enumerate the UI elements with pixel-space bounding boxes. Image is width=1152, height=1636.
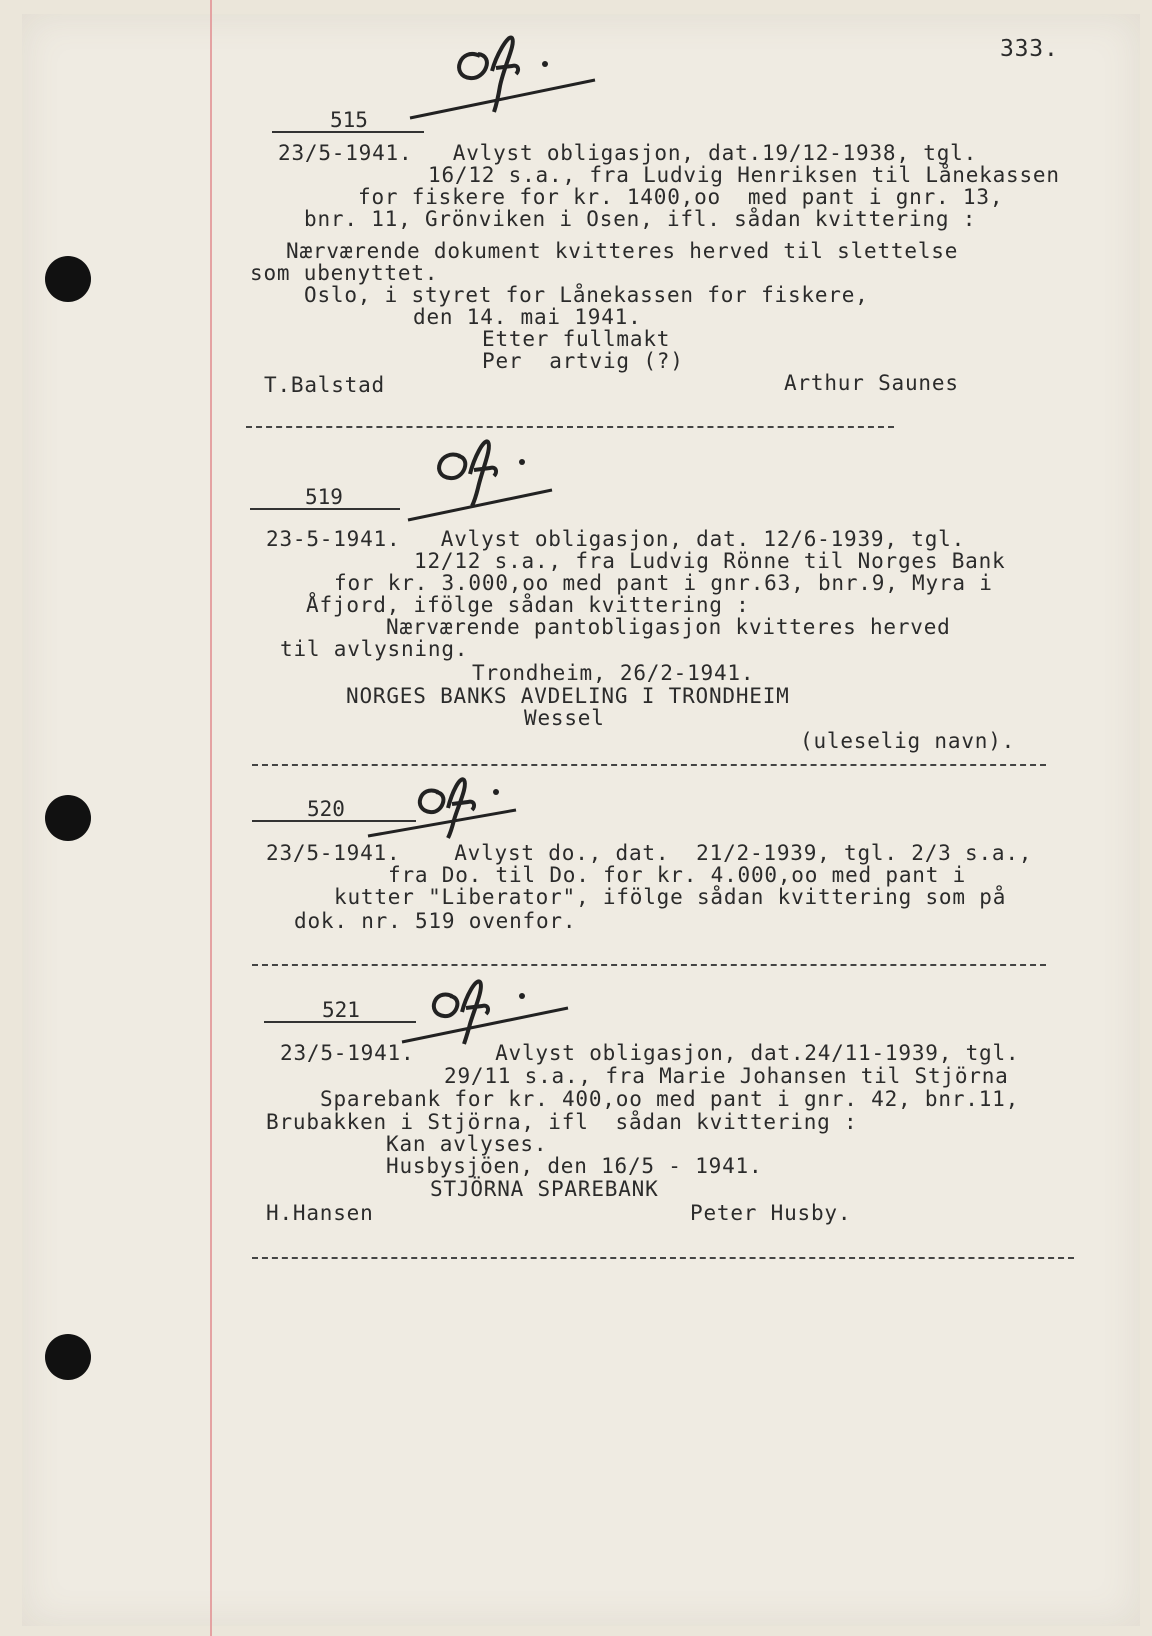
margin-rule xyxy=(210,0,212,1636)
entry-text-line: Oslo, i styret for Lånekassen for fiskere, xyxy=(304,283,869,307)
entry-separator xyxy=(252,1257,1074,1259)
punch-hole xyxy=(45,795,91,841)
entry-text-line: 16/12 s.a., fra Ludvig Henriksen til Lånekassen xyxy=(428,163,1060,187)
entry-text-line: (uleselig navn). xyxy=(800,729,1016,753)
entry-text-line: Per artvig (?) xyxy=(482,349,684,373)
entry-text-line: for kr. 3.000,oo med pant i gnr.63, bnr.9, Myra i xyxy=(334,571,993,595)
entry-text-line: Brubakken i Stjörna, ifl sådan kvittering : xyxy=(266,1110,858,1134)
entry-text-line: som ubenyttet. xyxy=(250,261,439,285)
entry-text-line: 23/5-1941. Avlyst do., dat. 21/2-1939, tgl. 2/3 s.a., xyxy=(266,841,1033,865)
entry-text-line: 23/5-1941. Avlyst obligasjon, dat.24/11-1939, tgl. xyxy=(280,1041,1020,1065)
entry-separator xyxy=(252,764,1046,766)
entry-text-line: Åfjord, ifölge sådan kvittering : xyxy=(306,593,750,617)
entry-separator xyxy=(252,964,1046,966)
signature-right: Peter Husby. xyxy=(690,1201,852,1225)
entry-text-line: 29/11 s.a., fra Marie Johansen til Stjörna xyxy=(444,1064,1009,1088)
punch-hole xyxy=(45,1334,91,1380)
entry-text-line: STJÖRNA SPAREBANK xyxy=(430,1177,659,1201)
handwritten-cfr-mark xyxy=(400,26,600,130)
entry-text-line: Husbysjöen, den 16/5 - 1941. xyxy=(386,1154,763,1178)
entry-text-line: 12/12 s.a., fra Ludvig Rönne til Norges Bank xyxy=(414,549,1006,573)
entry-text-line: Etter fullmakt xyxy=(482,327,671,351)
signature-left: H.Hansen xyxy=(266,1201,374,1225)
entry-text-line: for fiskere for kr. 1400,oo med pant i gnr. 13, xyxy=(358,185,1004,209)
entry-text-line: kutter "Liberator", ifölge sådan kvittering som på xyxy=(334,885,1007,909)
entry-text-line: 23/5-1941. Avlyst obligasjon, dat.19/12-1938, tgl. xyxy=(278,141,978,165)
entry-text-line: fra Do. til Do. for kr. 4.000,oo med pant i xyxy=(388,863,967,887)
entry-number: 520 xyxy=(307,797,345,821)
entry-text-line: NORGES BANKS AVDELING I TRONDHEIM xyxy=(346,684,790,708)
entry-text-line: Nærværende dokument kvitteres herved til slettelse xyxy=(286,239,959,263)
entry-text-line: bnr. 11, Grönviken i Osen, ifl. sådan kvittering : xyxy=(304,207,977,231)
signature-left: T.Balstad xyxy=(264,373,385,397)
entry-text-line: Wessel xyxy=(524,706,605,730)
entry-number-underline xyxy=(252,820,416,822)
entry-text-line: Kan avlyses. xyxy=(386,1132,548,1156)
entry-text-line: Nærværende pantobligasjon kvitteres herved xyxy=(386,615,951,639)
entry-separator xyxy=(246,426,894,428)
entry-number-underline xyxy=(272,131,424,133)
punch-hole xyxy=(45,256,91,302)
entry-text-line: til avlysning. xyxy=(280,637,469,661)
entry-text-line: den 14. mai 1941. xyxy=(413,305,642,329)
entry-number: 521 xyxy=(322,998,360,1022)
entry-text-line: dok. nr. 519 ovenfor. xyxy=(294,909,577,933)
page-number: 333. xyxy=(1000,36,1059,62)
entry-text-line: Sparebank for kr. 400,oo med pant i gnr. 42, bnr.11, xyxy=(320,1087,1020,1111)
entry-text-line: 23-5-1941. Avlyst obligasjon, dat. 12/6-1939, tgl. xyxy=(266,527,966,551)
entry-number-underline xyxy=(264,1021,416,1023)
entry-number-underline xyxy=(250,508,400,510)
entry-text-line: Trondheim, 26/2-1941. xyxy=(472,661,755,685)
signature-right: Arthur Saunes xyxy=(784,371,959,395)
entry-number: 519 xyxy=(305,485,343,509)
handwritten-cfr-mark xyxy=(400,434,560,528)
entry-number: 515 xyxy=(330,108,368,132)
